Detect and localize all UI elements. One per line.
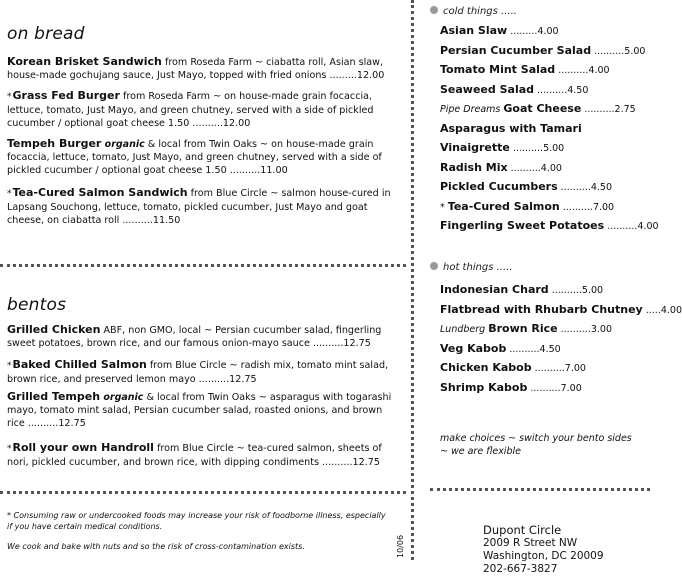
cold-things-heading (430, 3, 517, 21)
item-description: from Blue Circle ~ salmon house-cured in Lapsang Souchong, lettuce, tomato, pickled cucumber, Just Mayo and goat cheese, on ciabatta roll ..........11.50 (7, 188, 391, 227)
hot-things-list (440, 281, 682, 398)
raw-food-asterisk: * (7, 361, 12, 371)
phone-number: 202-667-3827 (483, 563, 558, 575)
bullet-icon (430, 262, 438, 270)
flexible-note: make choices ~ switch your bento sides ~ we are flexible (440, 433, 632, 457)
list-item: Persian Cucumber Salad ..........5.00 (440, 43, 646, 57)
menu-item (7, 323, 402, 350)
footnote-nuts: We cook and bake with nuts and so the risk of cross-contamination exists. (7, 542, 305, 551)
section-title-on-bread: on bread (7, 24, 85, 44)
vertical-divider (411, 0, 414, 560)
list-item: Pipe Dreams Goat Cheese ..........2.75 (440, 102, 636, 115)
menu-item (7, 390, 402, 431)
item-name: Grass Fed Burger (12, 89, 120, 102)
address-block (483, 524, 604, 576)
list-item: Radish Mix ..........4.00 (440, 160, 562, 174)
item-name: Tea-Cured Salmon Sandwich (12, 186, 188, 199)
item-name: Grilled Tempeh (7, 390, 101, 403)
list-item: Lundberg Brown Rice ..........3.00 (440, 322, 612, 335)
bullet-icon (430, 6, 438, 14)
item-name: Grilled Chicken (7, 323, 101, 336)
item-name: Korean Brisket Sandwich (7, 55, 162, 68)
section-divider-right (430, 488, 650, 491)
item-description: ABF, non GMO, local ~ Persian cucumber salad, fingerling sweet potatoes, brown rice, and our famous onion-mayo sauce ..........12.75 (7, 325, 382, 350)
item-description: from Roseda Farm ~ ciabatta roll, Asian slaw, house-made gochujang sauce, Just Mayo, topped with fried onions .........12.00 (7, 57, 385, 82)
list-item: * Tea-Cured Salmon ..........7.00 (440, 199, 615, 213)
item-description: from Roseda Farm ~ on house-made grain focaccia, lettuce, tomato, Just Mayo, and green chutney, served with a side of pickled cucumber / optional goat cheese 1.50 ..........12.00 (7, 91, 374, 130)
location-name: Dupont Circle (483, 523, 562, 537)
hot-things-label: hot things ..... (443, 262, 513, 273)
city-state-zip: Washington, DC 20009 (483, 550, 604, 562)
menu-item (7, 55, 402, 82)
list-item: Pickled Cucumbers ..........4.50 (440, 180, 613, 193)
item-organic-tag: organic (100, 392, 144, 403)
item-description: & local from Twin Oaks ~ on house-made grain focaccia, lettuce, tomato, Just Mayo, and green chutney, served with a side of pickled cucumber / optional goat cheese 1.50 ..........11.00 (7, 139, 382, 177)
item-organic-tag: organic (101, 139, 145, 150)
street-address: 2009 R Street NW (483, 537, 578, 549)
list-item: Flatbread with Rhubarb Chutney .....4.00 (440, 302, 682, 316)
item-name: Tempeh Burger (7, 137, 102, 150)
section-divider-left-bottom (0, 491, 406, 494)
list-item: Shrimp Kabob ..........7.00 (440, 380, 582, 394)
list-item: Asian Slaw .........4.00 (440, 24, 559, 37)
item-name: Baked Chilled Salmon (12, 358, 147, 371)
item-description: & local from Twin Oaks ~ asparagus with togarashi mayo, tomato mint salad, Persian cucumber salad, roasted onions, and brown rice ..........12.75 (7, 392, 392, 430)
menu-item (7, 137, 402, 178)
cold-things-list (440, 22, 659, 237)
list-item: Veg Kabob ..........4.50 (440, 341, 561, 355)
menu-item (7, 358, 402, 386)
item-description: from Blue Circle ~ radish mix, tomato mint salad, brown rice, and preserved lemon mayo ..........12.75 (7, 360, 389, 386)
hot-things-heading (430, 259, 513, 277)
list-item: Seaweed Salad ..........4.50 (440, 82, 589, 96)
raw-food-asterisk: * (7, 444, 12, 454)
list-item: Asparagus with Tamari (440, 121, 582, 135)
list-item: Fingerling Sweet Potatoes ..........4.00 (440, 219, 659, 232)
item-name: Roll your own Handroll (12, 441, 154, 454)
menu-item (7, 89, 402, 131)
list-item: Tomato Mint Salad ..........4.00 (440, 63, 610, 76)
version-code: 10/06 (396, 534, 405, 558)
section-divider-left (0, 264, 406, 267)
raw-food-asterisk: * (7, 189, 12, 199)
cold-things-label: cold things ..... (443, 6, 517, 17)
item-description: from Blue Circle ~ tea-cured salmon, sheets of nori, pickled cucumber, and brown rice, with dipping condiments ..........12.75 (7, 443, 382, 469)
list-item: Indonesian Chard ..........5.00 (440, 283, 604, 296)
list-item: Vinaigrette ..........5.00 (440, 141, 565, 154)
raw-food-asterisk: * (7, 92, 12, 102)
list-item: Chicken Kabob ..........7.00 (440, 361, 586, 374)
section-title-bentos: bentos (7, 295, 67, 315)
menu-item (7, 186, 402, 228)
footnote-raw-food: * Consuming raw or undercooked foods may increase your risk of foodborne illness, especially if you have certain medical conditions. (7, 511, 386, 531)
menu-item (7, 441, 402, 469)
